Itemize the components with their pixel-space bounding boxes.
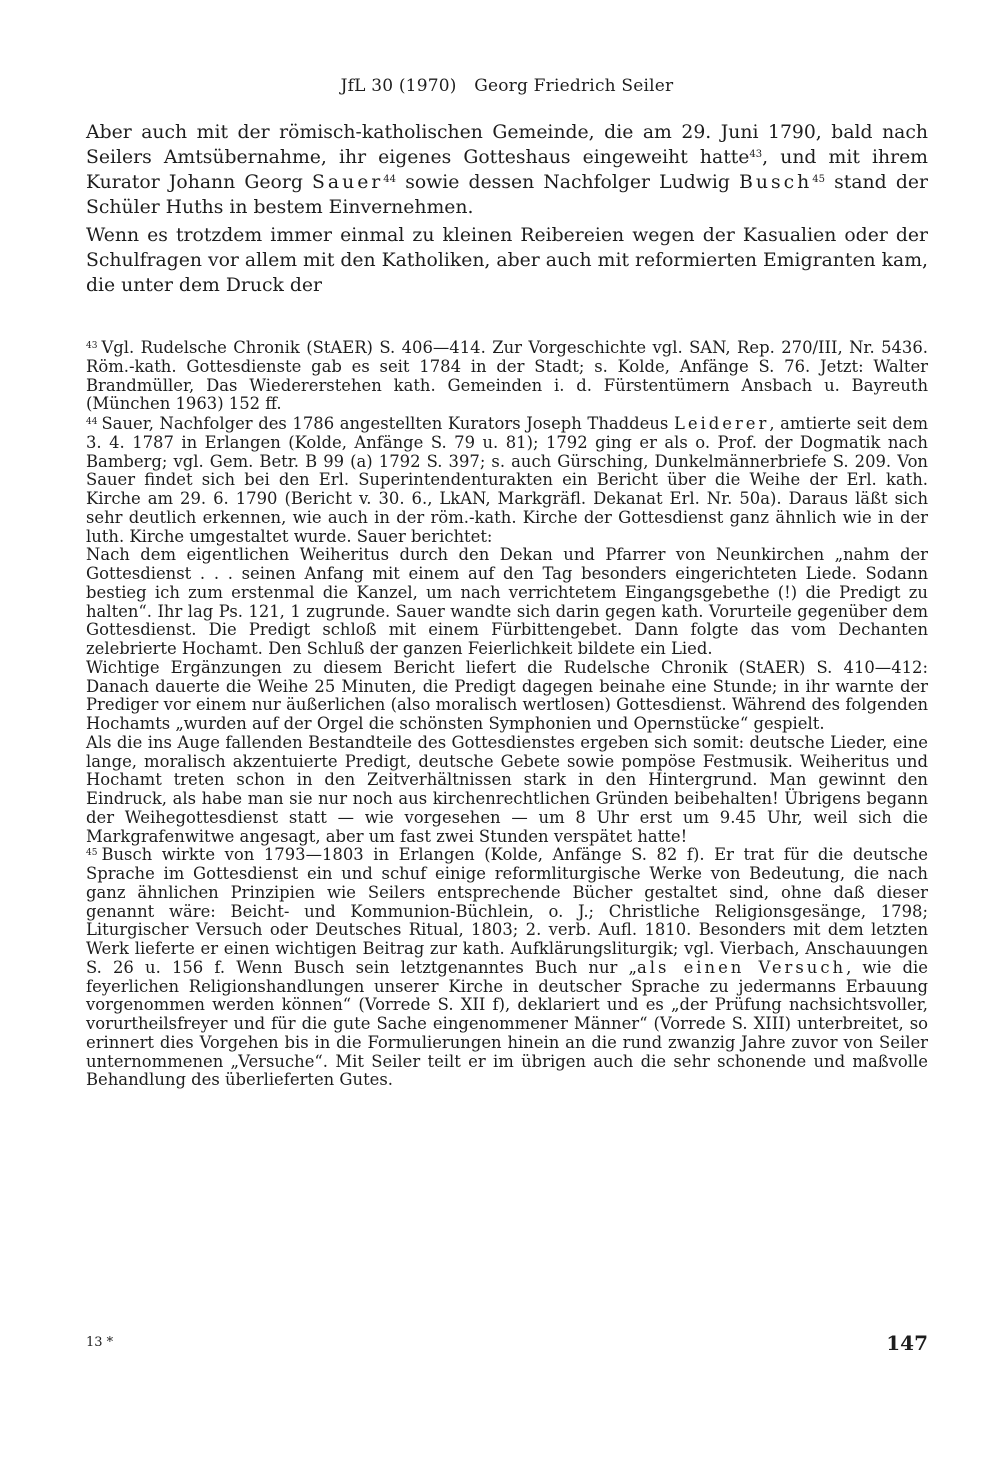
footnote-43: $^{43}$ Vgl. Rudelsche Chronik (StAER) S. 406—414. Zur Vorgeschichte vgl. SAN, Rep. 270/III, Nr. 5436. Röm.-kath. Gottesdienste gab es seit 1784 in der Stadt; s. Kolde, Anfänge S. 76. Jetzt: Walter Brandmüller, Das Wiedererstehen kath. Gemeinden i. d. Fürstentümern Ansbach u. Bayreuth (München 1963) 152 ff.: [86, 338, 928, 414]
spaced-phrase: als einen Versuch: [637, 957, 847, 977]
page-number: 147: [886, 1331, 928, 1355]
name-sauer: Sauer: [312, 172, 384, 193]
footnote-number-45: 45: [86, 848, 98, 859]
page: [86, 0, 928, 1475]
footnote-45: $^{45}$ Busch wirkte von 1793—1803 in Erlangen (Kolde, Anfänge S. 82 f). Er trat für die deutsche Sprache im Gottesdienst ein und schuf einige reformliturgische Werke von Bedeutung, die nach ganz ähnlichen Prinzipien wie Seilers entsprechende Bücher gestaltet sind, ohne daß dieser genannt wäre: Beicht- und Kommunion-Büchlein, o. J.; Christliche Religionsgesänge, 1798; Liturgischer Versuch oder Deutsches Ritual, 1803; 2. verb. Aufl. 1810. Besonders mit dem letzten Werk lieferte er einen wichtigen Beitrag zur kath. Aufklärungsliturgik; vgl. Vierbach, Anschauungen S. 26 u. 156 f. Wenn Busch sein letztgenanntes Buch nur „als einen Versuch, wie die feyerlichen Religionshandlungen unserer Kirche in deutscher Sprache zu jedermanns Erbauung vorgenommen werden können“ (Vorrede S. XII f), deklariert und es „der Prüfung nachsichtsvoller, vorurtheilsfreyer und für die gute Sache eingenommener Männer“ (Vorrede S. XIII) unterbreitet, so erinnert dies Vorgehen bis in die Formulierungen hinein an die rund zwanzig Jahre zuvor von Seiler unternommenen „Versuche“. Mit Seiler teilt er im übrigen auch die sehr schonende und maßvolle Behandlung des überlieferten Gutes.: [86, 845, 928, 1090]
name-busch: Busch: [739, 172, 813, 193]
footnotes: [86, 339, 928, 1090]
printer-signature: 13 *: [86, 1335, 114, 1350]
paragraph-1: Aber auch mit der römisch-katholischen Gemeinde, die am 29. Juni 1790, bald nach Seilers Amtsübernahme, ihr eigenes Gotteshaus eingeweiht hatte$^{43}$, und mit ihrem Kurator Johann Georg Sauer$^{44}$ sowie dessen Nachfolger Ludwig Busch$^{45}$ stand der Schüler Huths in bestem Einvernehmen.: [86, 122, 928, 218]
footnote-44-quote: Nach dem eigentlichen Weiheritus durch den Dekan und Pfarrer von Neunkirchen „nahm der Gottesdienst . . . seinen Anfang mit einem auf den Tag besonders eingerichteten Liede. Sodann bestieg ich zum erstenmal die Kanzel, um nach verrichtetem Eingangsgebethe (!) die Predigt zu halten“. Ihr lag Ps. 121, 1 zugrunde. Sauer wandte sich darin gegen kath. Vorurteile gegenüber dem Gottesdienst. Die Predigt schloß mit einem Fürbittengebet. Dann folgte das vom Dechanten zelebrierte Hochamt. Den Schluß der ganzen Feierlichkeit bildete ein Lied.: [86, 545, 928, 658]
footnote-ref-45[interactable]: 45: [812, 174, 825, 185]
journal-reference: JfL 30 (1970): [340, 76, 457, 96]
footnote-44-conclusion: Als die ins Auge fallenden Bestandteile des Gottesdienstes ergeben sich somit: deutsche Lieder, eine lange, moralisch akzentuierte Predigt, deutsche Gebete sowie pompöse Festmusik. Weiheritus und Hochamt treten schon in den Zeitverhältnissen stark in den Hintergrund. Man gewinnt den Eindruck, als habe man sie nur noch aus kirchenrechtlichen Gründen beibehalten! Übrigens begann der Weihegottesdienst statt — wie vorgesehen — um 8 Uhr erst um 9.45 Uhr, weil sich die Markgrafenwitwe angesagt, aber um fast zwei Stunden verspätet hatte!: [86, 732, 928, 846]
main-text: [86, 120, 928, 301]
footnote-44-supplement: Wichtige Ergänzungen zu diesem Bericht liefert die Rudelsche Chronik (StAER) S. 410—412: Danach dauerte die Weihe 25 Minuten, die Predigt dagegen beinahe eine Stunde; in ihr warnte der Prediger vor einem nur äußerlichen (also moralisch wertlosen) Gottesdienst. Während des folgenden Hochamts „wurden auf der Orgel die schönsten Symphonien und Opernstücke“ gespielt.: [86, 657, 928, 733]
article-title: Georg Friedrich Seiler: [474, 76, 674, 96]
footnote-ref-44[interactable]: 44: [383, 174, 397, 185]
footnote-number-43: 43: [86, 341, 98, 351]
footnote-ref-43[interactable]: 43: [749, 149, 763, 160]
footnote-44: $^{44}$ Sauer, Nachfolger des 1786 angestellten Kurators Joseph Thaddeus Leiderer, amtierte seit dem 3. 4. 1787 in Erlangen (Kolde, Anfänge S. 79 u. 81); 1792 ging er als o. Prof. der Dogmatik nach Bamberg; vgl. Gem. Betr. B 99 (a) 1792 S. 397; s. auch Gürsching, Dunkelmännerbriefe S. 209. Von Sauer findet sich bei den Erl. Superintendenturakten ein Bericht über die Weihe der Erl. kath. Kirche am 29. 6. 1790 (Bericht v. 30. 6., LkAN, Markgräfl. Dekanat Erl. Nr. 50a). Daraus läßt sich sehr deutlich erkennen, wie auch in der röm.-kath. Kirche der Gottesdienst ganz ähnlich wie in der luth. Kirche umgestaltet wurde. Sauer berichtet:: [86, 414, 928, 546]
running-head: [86, 76, 928, 96]
name-leiderer: Leiderer: [673, 414, 770, 433]
paragraph-2: Wenn es trotzdem immer einmal zu kleinen Reibereien wegen der Kasualien oder der Schulfragen vor allem mit den Katholiken, aber auch mit reformierten Emigranten kam, die unter dem Druck der: [86, 225, 928, 296]
footnote-number-44: 44: [86, 417, 98, 427]
